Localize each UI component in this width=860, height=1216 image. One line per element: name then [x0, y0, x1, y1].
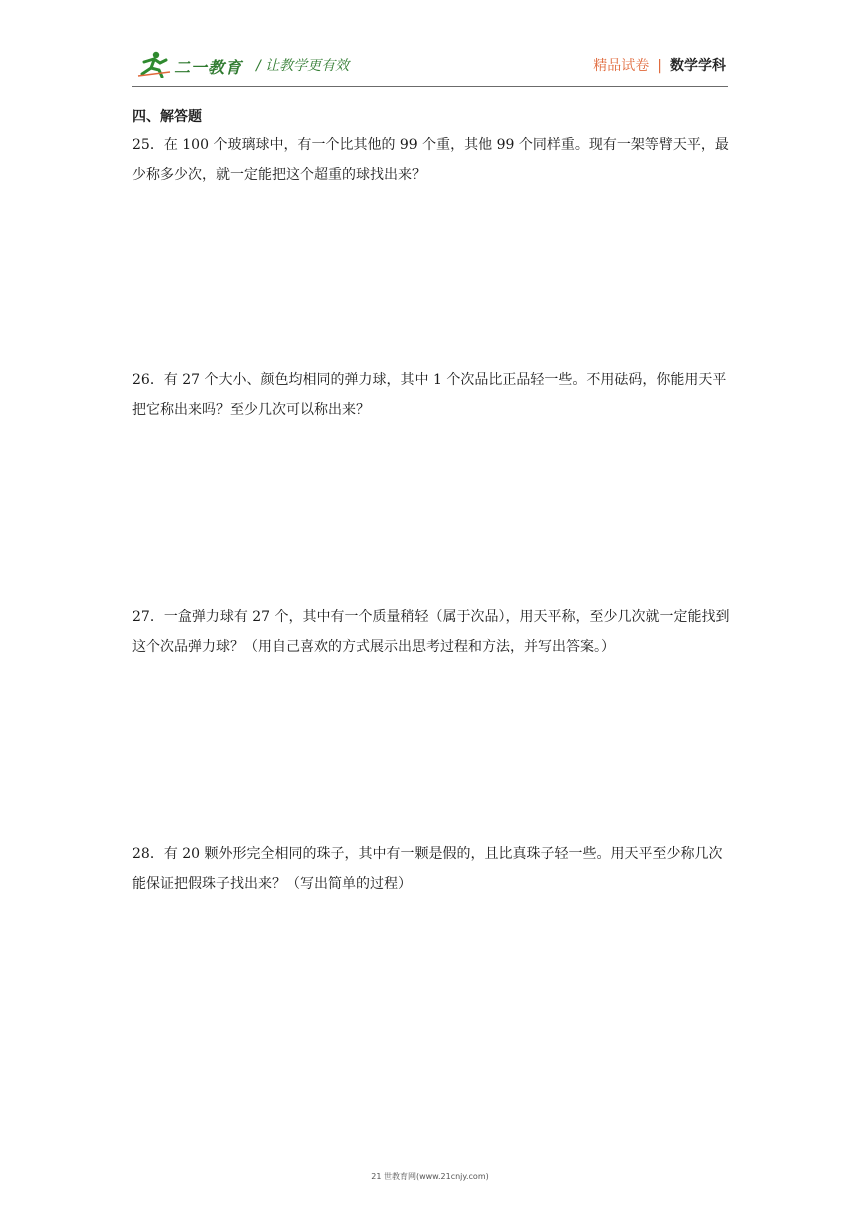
page-header: [132, 46, 728, 87]
question-text: 在 100 个玻璃球中，有一个比其他的 99 个重，其他 99 个同样重。现有一架等臂天平，最少称多少次，就一定能把这个超重的球找出来？: [132, 137, 729, 183]
question-number: 28．: [132, 846, 164, 862]
question-27: [132, 602, 732, 662]
brand-name: 二一教育: [174, 58, 243, 77]
question-26: [132, 365, 732, 425]
quality-label: 精品试卷: [593, 58, 650, 74]
question-text: 有 20 颗外形完全相同的珠子，其中有一颗是假的，且比真珠子轻一些。用天平至少称几次能保证把假珠子找出来？（写出简单的过程）: [132, 846, 723, 892]
brand-slogan: / 让教学更有效: [256, 58, 350, 74]
question-number: 26．: [132, 372, 164, 388]
question-text: 一盒弹力球有 27 个，其中有一个质量稍轻（属于次品），用天平称，至少几次就一定能找到这个次品弹力球？（用自己喜欢的方式展示出思考过程和方法，并写出答案。）: [132, 609, 730, 655]
subject-label: 数学学科: [670, 58, 726, 74]
header-separator: |: [657, 58, 662, 74]
question-text: 有 27 个大小、颜色均相同的弹力球，其中 1 个次品比正品轻一些。不用砝码，你能用天平把它称出来吗？至少几次可以称出来？: [132, 372, 727, 418]
question-number: 27．: [132, 609, 164, 625]
question-28: [132, 839, 732, 899]
runner-logo-icon: [136, 50, 172, 78]
question-25: [132, 130, 732, 190]
question-number: 25．: [132, 137, 164, 153]
section-title: 四、解答题: [132, 109, 202, 125]
page-footer: 21 世教育网(www.21cnjy.com): [371, 1172, 489, 1181]
header-meta: [593, 55, 726, 75]
